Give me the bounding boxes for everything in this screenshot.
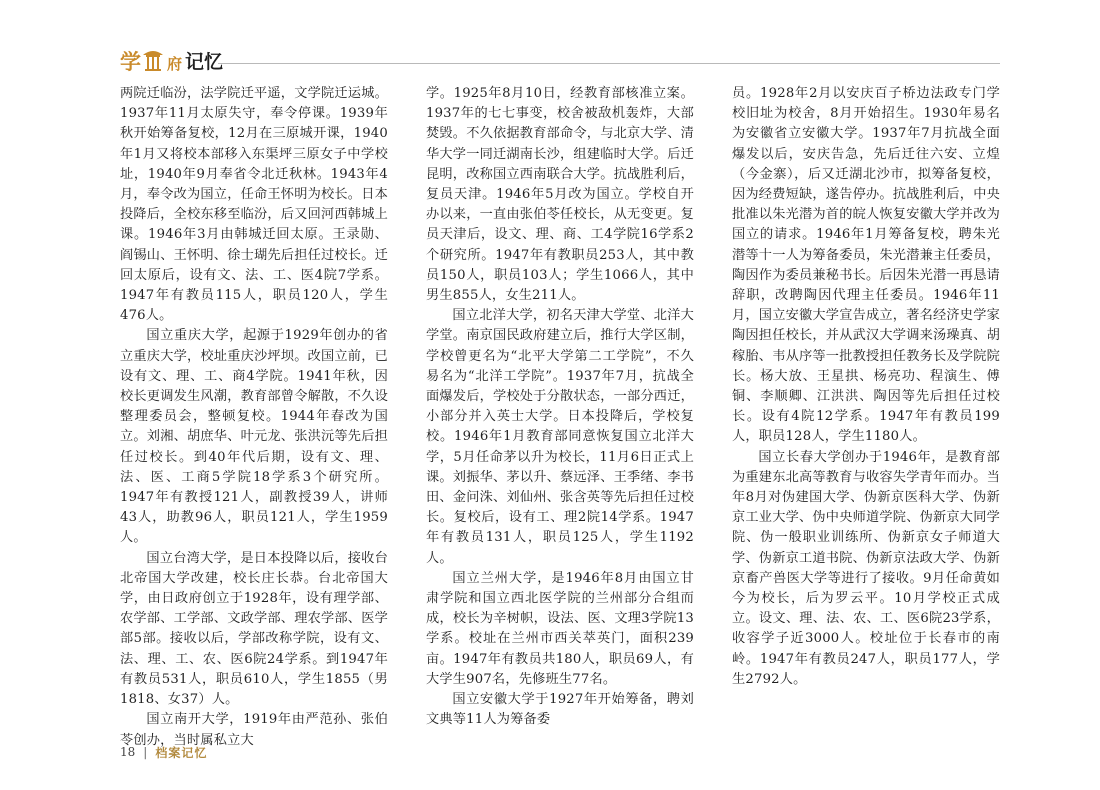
magazine-name: 档案记忆 — [155, 745, 208, 760]
paragraph: 国立安徽大学于1927年开始筹备，聘刘文典等11人为筹备委 — [426, 692, 694, 728]
paragraph: 国立重庆大学，起源于1929年创办的省立重庆大学，校址重庆沙坪坝。改国立前，已设有文、理、工、商4学院。1941年秋，因校长更调发生风潮，教育部曾令解散，不久设整理委员会，整顿复校。1944年春改为国立。刘湘、胡庶华、叶元龙、张洪沅等先后担任过校长。到40年代后期，设有文、理、法、医、工商5学院18学系3个研究所。1947年有教授121人，副教授39人，讲师43人，助教96人，职员121人，学生1959人。 — [120, 328, 388, 546]
brand-jiyi: 记忆 — [185, 51, 224, 73]
text-column-3 — [732, 84, 1000, 724]
paragraph: 国立北洋大学，初名天津大学堂、北洋大学堂。南京国民政府建立后，推行大学区制，学校曾更名为“北平大学第二工学院”，不久易名为“北洋工学院”。1937年7月，抗战全面爆发后，学校处于分散状态，一部分西迁，小部分并入英士大学。日本投降后，学校复校。1946年1月教育部同意恢复国立北洋大学，5月任命茅以升为校长，11月6日正式上课。刘振华、茅以升、蔡远泽、王季绪、李书田、金问洙、刘仙州、张含英等先后担任过校长。复校后，设有工、理2院14学系。1947年有教员131人，职员125人，学生1192人。 — [426, 308, 694, 566]
header-divider — [218, 63, 1000, 64]
brand-char-fu: 府 — [167, 55, 183, 73]
section-brand — [120, 36, 223, 72]
paragraph: 员。1928年2月以安庆百子桥边法政专门学校旧址为校舍，8月开始招生。1930年易名为安徽省立安徽大学。1937年7月抗战全面爆发以后，安庆告急，先后迁往六安、立煌（今金寨），后又迁湖北沙市，拟筹备复校，因为经费短缺，遂告停办。抗战胜利后，中央批准以朱光潜为首的皖人恢复安徽大学并改为国立的请求。1946年1月筹备复校，聘朱光潜等十一人为筹备委员，朱光潜兼主任委员，陶因作为委员兼秘书长。后因朱光潜一再恳请辞职，改聘陶因代理主任委员。1946年11月，国立安徽大学宣告成立，著名经济史学家陶因担任校长，并从武汉大学调来汤璪真、胡稼胎、韦从序等一批教授担任教务长及学院院长。杨大放、王星拱、杨亮功、程演生、傅铜、李顺卿、江洪洪、陶因等先后担任过校长。设有4院12学系。1947年有教员199人，职员128人，学生1180人。 — [732, 86, 1000, 445]
text-column-1 — [120, 84, 388, 748]
paragraph: 国立南开大学，1919年由严范孙、张伯苓创办，当时属私立大 — [120, 712, 388, 748]
article-body — [120, 84, 1000, 748]
paragraph: 国立台湾大学，是日本投降以后，接收台北帝国大学改建，校长庄长恭。台北帝国大学，由日政府创立于1928年，设有理学部、农学部、工学部、文政学部、理农学部、医学部5部。接收以后，学部改称学院，设有文、法、理、工、农、医6院24学系。到1947年有教员531人，职员610人，学生1855（男1818、女37）人。 — [120, 550, 388, 708]
text-column-2 — [426, 84, 694, 728]
brand-char-xue: 学 — [120, 49, 141, 74]
page-footer — [120, 742, 207, 762]
page-number: 18 — [120, 745, 136, 759]
page-header — [120, 36, 1000, 72]
paragraph: 两院迁临汾，法学院迁平遥，文学院迁运城。1937年11月太原失守，奉令停课。1939年秋开始筹备复校，12月在三原城开课，1940年1月又将校本部移入东渠坪三原女子中学校址，1940年9月奉省令北迁秋林。1943年4月，奉令改为国立，任命王怀明为校长。日本投降后，全校东移至临汾，后又回河西韩城上课。1946年3月由韩城迁回太原。王录勋、阎锡山、王怀明、徐士瑚先后担任过校长。迁回太原后，设有文、法、工、医4院7学系。1947年有教员115人，职员120人，学生476人。 — [120, 86, 388, 324]
paragraph: 国立兰州大学，是1946年8月由国立甘肃学院和国立西北医学院的兰州部分合组而成，校长为辛树帜，设法、医、文理3学院13学系。校址在兰州市西关萃英门，面积239亩。1947年有教员共180人，职员69人，有大学生907名，先修班生77名。 — [426, 570, 694, 687]
paragraph: 国立长春大学创办于1946年，是教育部为重建东北高等教育与收容失学青年而办。当年8月对伪建国大学、伪新京医科大学、伪新京工业大学、伪中央师道学院、伪新京大同学院、伪一般职业训练所、伪新京女子师道大学、伪新京工道书院、伪新京法政大学、伪新京畜产兽医大学等进行了接收。9月任命黄如今为校长，后为罗云平。10月学校正式成立。设文、理、法、农、工、医6院23学系，收容学子近3000人。校址位于长春市的南岭。1947年有教员247人，职员177人，学生2792人。 — [732, 449, 1000, 687]
paragraph: 学。1925年8月10日，经教育部核准立案。1937年的七七事变，校舍被敌机轰炸，大部焚毁。不久依据教育部命令，与北京大学、清华大学一同迁湖南长沙，组建临时大学。后迁昆明，改称国立西南联合大学。抗战胜利后，复员天津。1946年5月改为国立。学校自开办以来，一直由张伯苓任校长，从无变更。复员天津后，设文、理、商、工4学院16学系2个研究所。1947年有教职员253人，其中教员150人，职员103人；学生1066人，其中男生855人，女生211人。 — [426, 86, 694, 304]
footer-separator: | — [143, 745, 148, 759]
pavilion-roof-icon — [142, 46, 164, 72]
